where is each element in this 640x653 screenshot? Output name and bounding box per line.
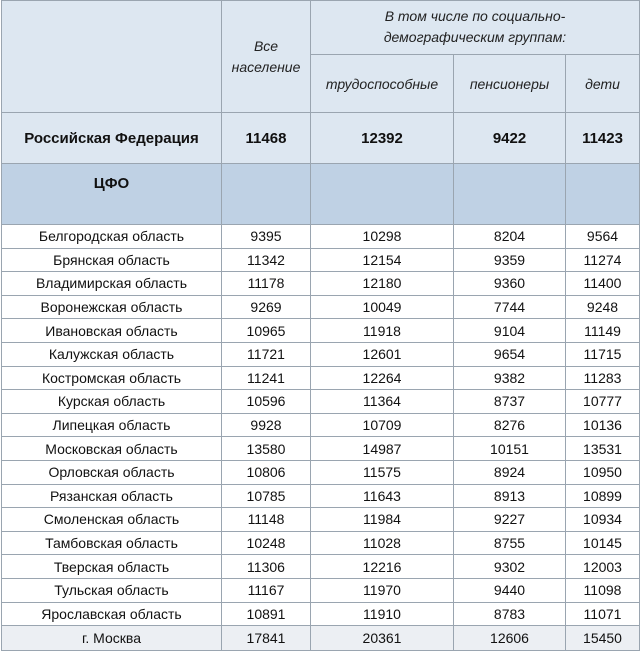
value-working: 12216 (311, 555, 454, 579)
district-empty-cell (222, 164, 311, 225)
value-all: 9395 (222, 225, 311, 249)
region-name: Тульская область (2, 578, 222, 602)
table-row (2, 626, 640, 651)
header-pensioners: пенсионеры (454, 55, 566, 113)
value-working: 11970 (311, 578, 454, 602)
value-children: 11400 (566, 272, 640, 296)
value-working: 11028 (311, 531, 454, 555)
value-pensioners: 12606 (454, 626, 566, 651)
value-all: 11241 (222, 366, 311, 390)
value-working: 20361 (311, 626, 454, 651)
value-pensioners: 9359 (454, 248, 566, 272)
district-empty-cell (311, 164, 454, 225)
value-children: 10136 (566, 413, 640, 437)
value-children: 11098 (566, 578, 640, 602)
value-pensioners: 9440 (454, 578, 566, 602)
table-row (2, 578, 640, 602)
region-name: Воронежская область (2, 295, 222, 319)
value-all: 11167 (222, 578, 311, 602)
value-children: 10899 (566, 484, 640, 508)
value-pensioners: 9654 (454, 342, 566, 366)
value-working: 12264 (311, 366, 454, 390)
value-all: 11342 (222, 248, 311, 272)
value-pensioners: 8204 (454, 225, 566, 249)
federation-pensioners: 9422 (454, 113, 566, 164)
value-working: 10049 (311, 295, 454, 319)
table-row (2, 602, 640, 626)
region-name: г. Москва (2, 626, 222, 651)
header-working: трудоспособные (311, 55, 454, 113)
region-name: Ярославская область (2, 602, 222, 626)
value-working: 12154 (311, 248, 454, 272)
header-children: дети (566, 55, 640, 113)
region-name: Тамбовская область (2, 531, 222, 555)
value-working: 11984 (311, 508, 454, 532)
table-row (2, 225, 640, 249)
header-group-line1: В том числе по социально- (384, 8, 566, 24)
table-row (2, 437, 640, 461)
value-pensioners: 10151 (454, 437, 566, 461)
value-pensioners: 8755 (454, 531, 566, 555)
region-name: Тверская область (2, 555, 222, 579)
region-name: Рязанская область (2, 484, 222, 508)
value-children: 13531 (566, 437, 640, 461)
district-name: ЦФО (2, 164, 222, 225)
value-all: 11306 (222, 555, 311, 579)
region-name: Костромская область (2, 366, 222, 390)
table-row (2, 531, 640, 555)
value-children: 11149 (566, 319, 640, 343)
value-pensioners: 9360 (454, 272, 566, 296)
region-name: Брянская область (2, 248, 222, 272)
value-working: 11910 (311, 602, 454, 626)
value-all: 17841 (222, 626, 311, 651)
region-name: Смоленская область (2, 508, 222, 532)
header-all-line2: население (231, 58, 301, 75)
region-name: Орловская область (2, 460, 222, 484)
region-name: Московская область (2, 437, 222, 461)
value-pensioners: 8924 (454, 460, 566, 484)
value-all: 10806 (222, 460, 311, 484)
region-name: Липецкая область (2, 413, 222, 437)
value-children: 15450 (566, 626, 640, 651)
table-row (2, 319, 640, 343)
value-all: 10248 (222, 531, 311, 555)
value-children: 11071 (566, 602, 640, 626)
federation-all: 11468 (222, 113, 311, 164)
table-row (2, 390, 640, 414)
table-row (2, 508, 640, 532)
value-all: 11178 (222, 272, 311, 296)
federation-working: 12392 (311, 113, 454, 164)
value-children: 12003 (566, 555, 640, 579)
header-group-line2: демографическим группам: (383, 29, 567, 45)
value-all: 10891 (222, 602, 311, 626)
value-working: 10298 (311, 225, 454, 249)
value-children: 9248 (566, 295, 640, 319)
region-name: Ивановская область (2, 319, 222, 343)
value-pensioners: 8783 (454, 602, 566, 626)
header-row-top (2, 1, 640, 55)
value-children: 10950 (566, 460, 640, 484)
value-all: 13580 (222, 437, 311, 461)
header-group-title (311, 1, 640, 55)
value-pensioners: 8276 (454, 413, 566, 437)
value-pensioners: 7744 (454, 295, 566, 319)
value-working: 11918 (311, 319, 454, 343)
header-all-population (222, 1, 311, 113)
value-children: 11715 (566, 342, 640, 366)
table-row (2, 413, 640, 437)
value-working: 11575 (311, 460, 454, 484)
district-empty-cell (454, 164, 566, 225)
federation-children: 11423 (566, 113, 640, 164)
federation-name: Российская Федерация (2, 113, 222, 164)
value-all: 9269 (222, 295, 311, 319)
table-row (2, 342, 640, 366)
value-pensioners: 9104 (454, 319, 566, 343)
region-name: Владимирская область (2, 272, 222, 296)
region-name: Калужская область (2, 342, 222, 366)
value-all: 10596 (222, 390, 311, 414)
table-row (2, 272, 640, 296)
region-name: Курская область (2, 390, 222, 414)
value-pensioners: 9227 (454, 508, 566, 532)
value-all: 10965 (222, 319, 311, 343)
value-all: 9928 (222, 413, 311, 437)
value-children: 9564 (566, 225, 640, 249)
table-row (2, 366, 640, 390)
value-pensioners: 9302 (454, 555, 566, 579)
table-row (2, 555, 640, 579)
value-children: 11274 (566, 248, 640, 272)
value-working: 12180 (311, 272, 454, 296)
district-empty-cell (566, 164, 640, 225)
value-working: 11643 (311, 484, 454, 508)
district-row (2, 164, 640, 225)
value-all: 10785 (222, 484, 311, 508)
value-working: 10709 (311, 413, 454, 437)
value-working: 12601 (311, 342, 454, 366)
table-row (2, 460, 640, 484)
value-children: 10934 (566, 508, 640, 532)
statistics-table (1, 0, 640, 651)
region-name: Белгородская область (2, 225, 222, 249)
value-children: 10145 (566, 531, 640, 555)
value-pensioners: 8737 (454, 390, 566, 414)
header-empty-cell (2, 1, 222, 113)
value-pensioners: 8913 (454, 484, 566, 508)
federation-row (2, 113, 640, 164)
value-children: 10777 (566, 390, 640, 414)
value-working: 11364 (311, 390, 454, 414)
value-children: 11283 (566, 366, 640, 390)
value-pensioners: 9382 (454, 366, 566, 390)
table-row (2, 295, 640, 319)
value-all: 11148 (222, 508, 311, 532)
header-all-line1: Все (253, 37, 279, 54)
table-row (2, 484, 640, 508)
table-row (2, 248, 640, 272)
value-all: 11721 (222, 342, 311, 366)
value-working: 14987 (311, 437, 454, 461)
